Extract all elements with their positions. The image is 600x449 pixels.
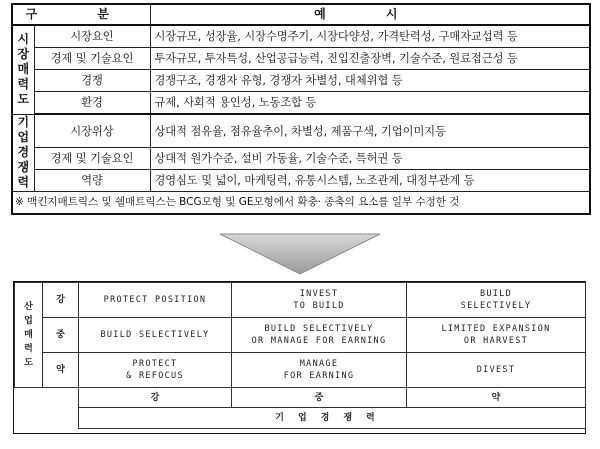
y-axis-label: 산 업 매 력 도 [15, 283, 43, 388]
row-category: 역량 [34, 170, 150, 192]
blank-corner [15, 388, 79, 408]
matrix-cell: BUILD SELECTIVELY [407, 283, 586, 318]
blank-corner [15, 408, 79, 429]
row-category: 시장위상 [34, 114, 150, 148]
matrix-cell: INVEST TO BUILD [232, 283, 407, 318]
row-category: 경제 및 기술요인 [34, 148, 150, 170]
matrix-cell: BUILD SELECTIVELY [79, 318, 232, 353]
header-category: 구 분 [12, 4, 150, 25]
matrix-row [15, 283, 586, 318]
table-row [12, 25, 590, 48]
strategy-matrix [13, 281, 586, 434]
matrix-col-label-row [15, 388, 586, 408]
header-example: 예 시 [150, 4, 590, 25]
row-example: 경쟁구조, 경쟁자 유형, 경쟁자 차별성, 대체위협 등 [150, 70, 590, 92]
down-arrow-icon [218, 232, 382, 276]
x-axis-label: 기업경쟁력 [79, 408, 586, 429]
table-row [12, 70, 590, 92]
matrix-row [15, 353, 586, 388]
row-example: 경영심도 및 넓이, 마케팅력, 유통시스템, 노조관계, 대정부관계 등 [150, 170, 590, 192]
row-category: 경쟁 [34, 70, 150, 92]
group-label-market-attractiveness: 시 장 매 력 도 [12, 25, 34, 114]
group-label-competitiveness: 기 업 경 쟁 력 [12, 114, 34, 192]
matrix-cell: LIMITED EXPANSION OR HARVEST [407, 318, 586, 353]
col-label-medium: 중 [232, 388, 407, 408]
col-label-weak: 약 [407, 388, 586, 408]
row-category: 경제 및 기술요인 [34, 48, 150, 70]
criteria-table [11, 3, 591, 215]
row-example: 상대적 원가수준, 설비 가동율, 기술수준, 특허권 등 [150, 148, 590, 170]
table-row [12, 148, 590, 170]
row-example: 투자규모, 투자특성, 산업공급능력, 진입진출장벽, 기술수준, 원료접근성 등 [150, 48, 590, 70]
table-footnote: ※ 맥킨지매트릭스 및 쉘매트릭스는 BCG모형 및 GE모형에서 확충· 종축의 요소를 일부 수정한 것 [12, 192, 590, 215]
matrix-grid [14, 282, 586, 429]
row-category: 시장요인 [34, 25, 150, 48]
row-example: 상대적 점유율, 점유율추이, 차별성, 제품구색, 기업이미지등 [150, 114, 590, 148]
matrix-cell: PROTECT & REFOCUS [79, 353, 232, 388]
matrix-cell: BUILD SELECTIVELY OR MANAGE FOR EARNING [232, 318, 407, 353]
col-label-strong: 강 [79, 388, 232, 408]
matrix-axis-row [15, 408, 586, 429]
table-row [12, 48, 590, 70]
row-category: 환경 [34, 92, 150, 115]
table-row [12, 92, 590, 115]
row-label-medium: 중 [43, 318, 79, 353]
table-row [12, 114, 590, 148]
matrix-cell: PROTECT POSITION [79, 283, 232, 318]
matrix-cell: DIVEST [407, 353, 586, 388]
table-header-row [12, 4, 590, 25]
row-example: 규제, 사회적 용인성, 노동조합 등 [150, 92, 590, 115]
row-example: 시장규모, 성장율, 시장수명주기, 시장다양성, 가격탄력성, 구매자교섭력 등 [150, 25, 590, 48]
table-note-row [12, 192, 590, 215]
matrix-cell: MANAGE FOR EARNING [232, 353, 407, 388]
matrix-row [15, 318, 586, 353]
row-label-strong: 강 [43, 283, 79, 318]
table-row [12, 170, 590, 192]
row-label-weak: 약 [43, 353, 79, 388]
